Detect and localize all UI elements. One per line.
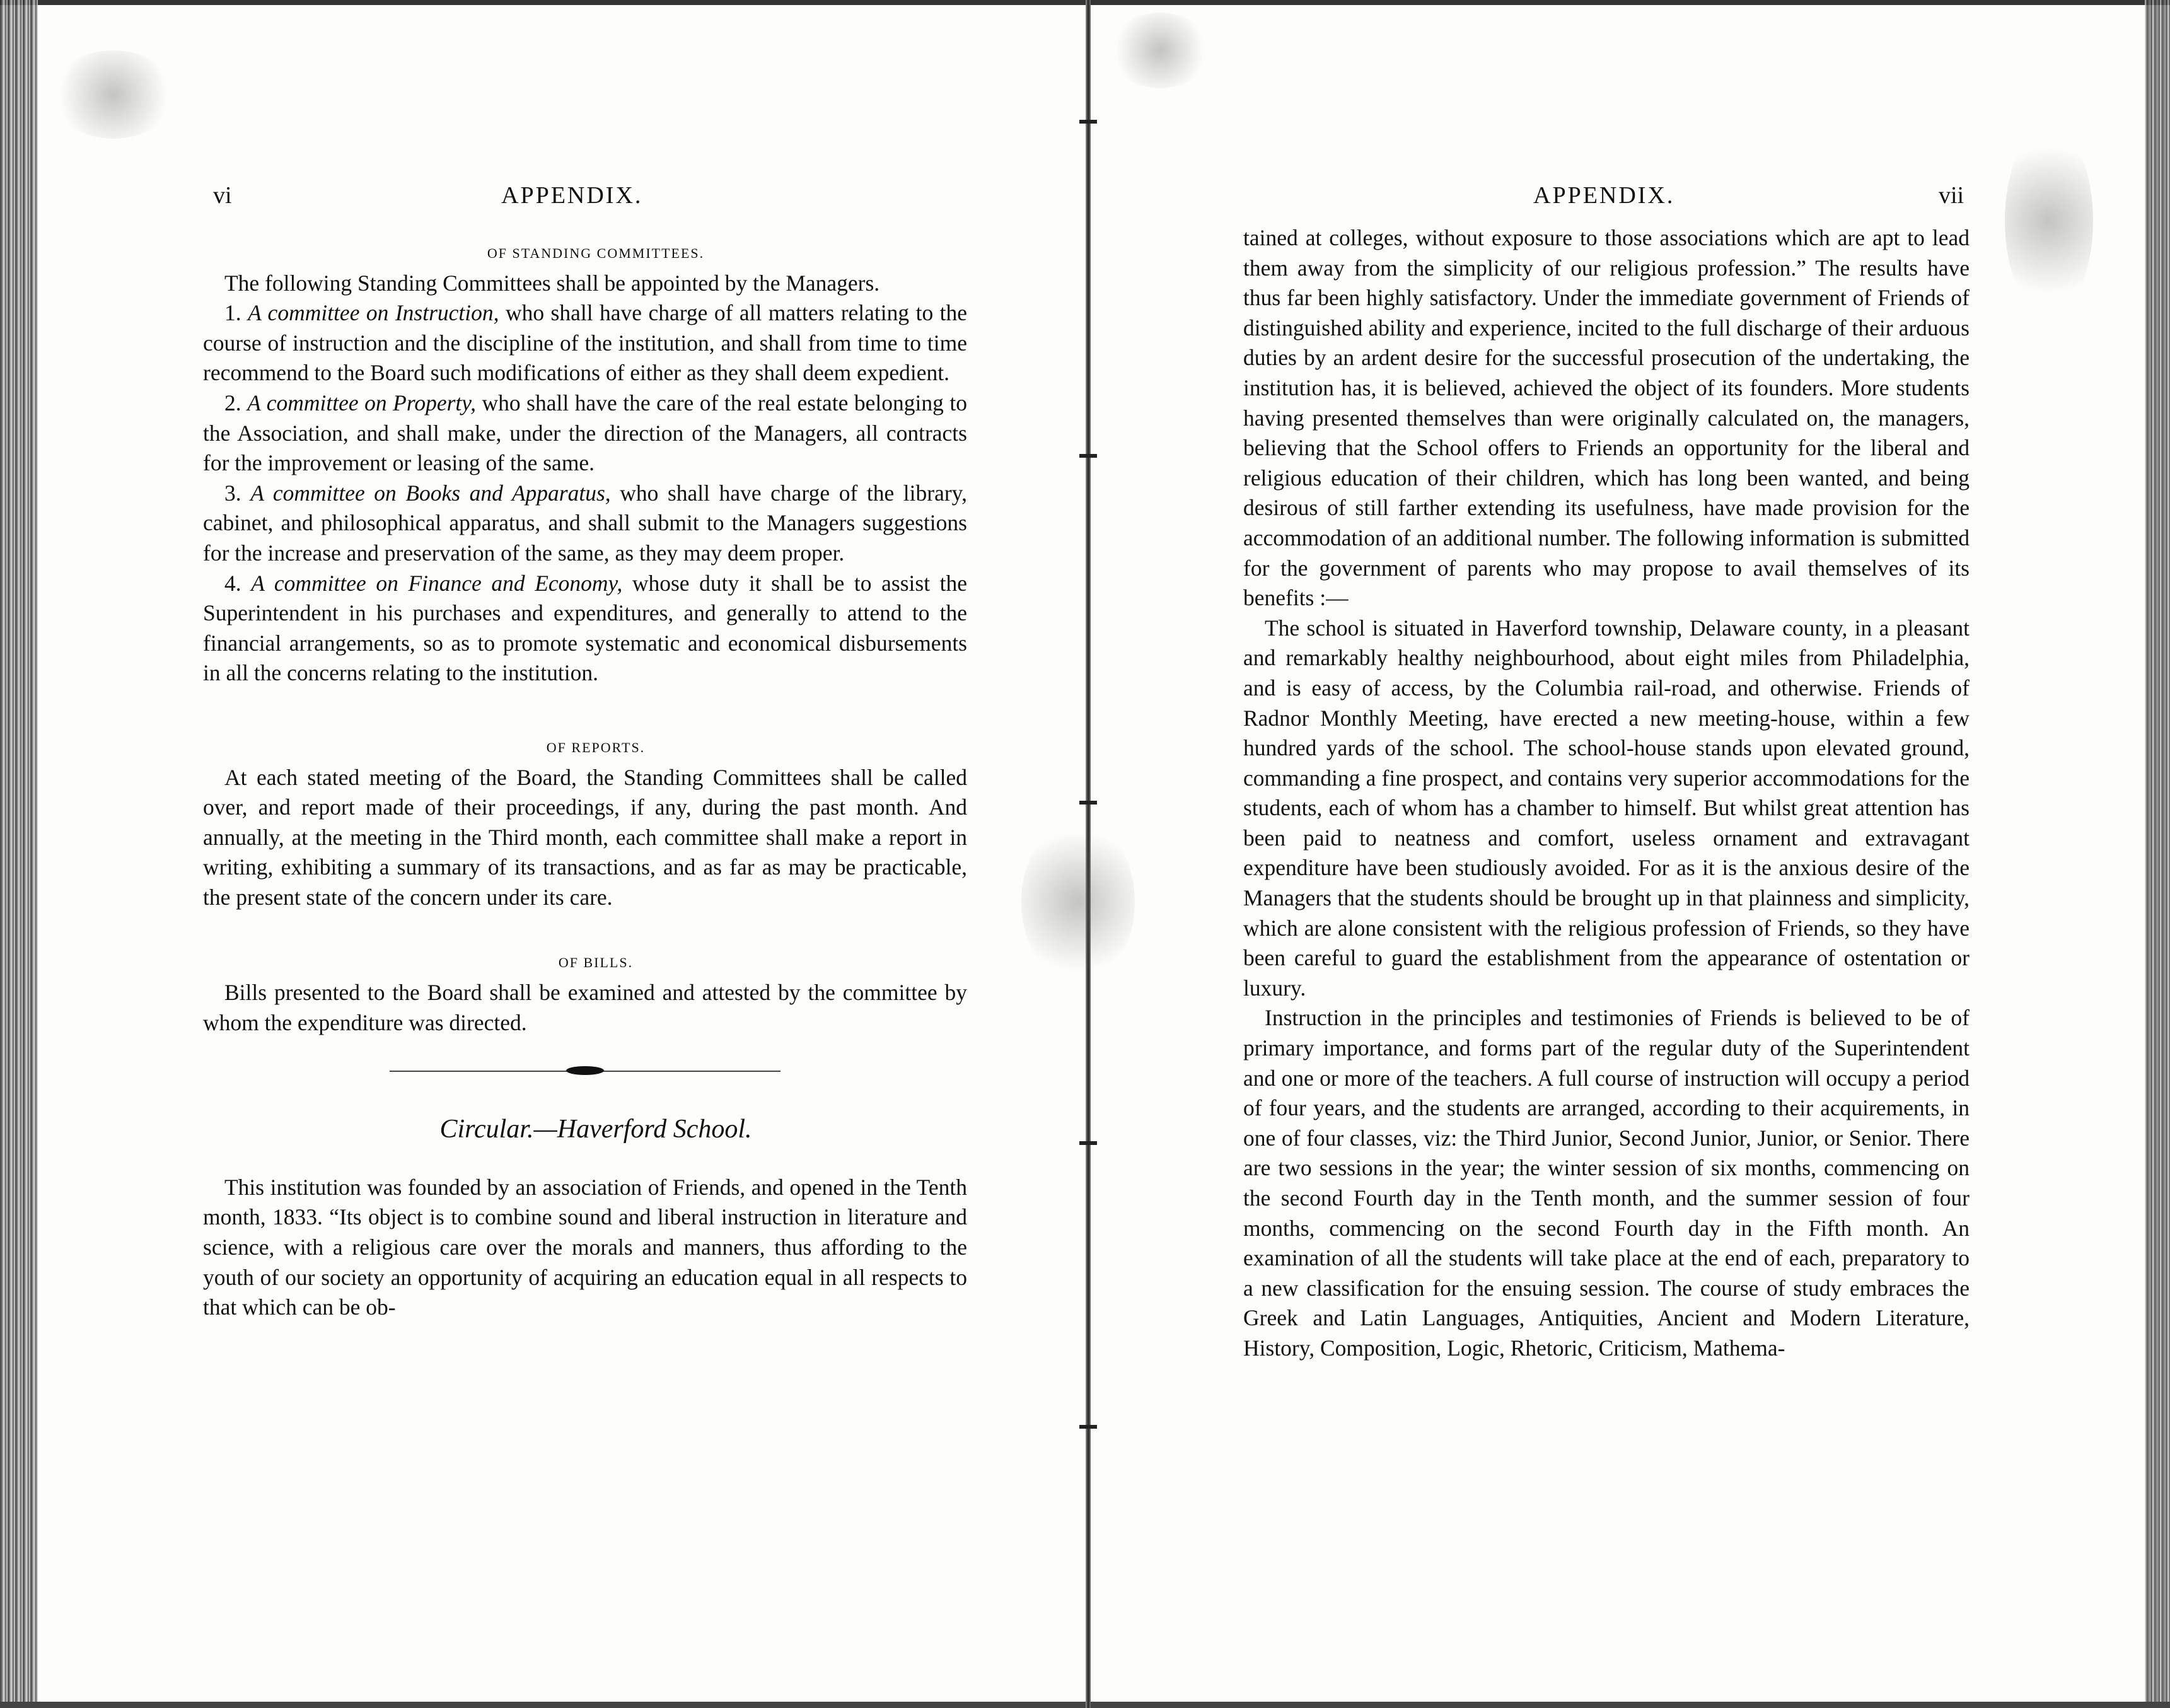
committee-title: A committee on Finance and Economy, <box>251 570 623 596</box>
circular-title: Circular.—Haverford School. <box>439 1115 752 1144</box>
committee-text: whose duty it shall be to assist the Superintendent in his purchases and expenditures, and generally to attend to the financial arrangements, so as to promote systematic and economical disbursements in all the concerns relating to the institution. <box>203 570 968 686</box>
committee-item <box>203 569 967 688</box>
reports-text: At each stated meeting of the Board, the Standing Committees shall be called over, and report made of their proceedings, if any, during the past month. And annually, at the meeting in the Third month, each committee shall make a report in writing, exhibiting a summary of its transactions, and as far as may be practicable, the present state of the concern under its care. <box>203 764 967 910</box>
committee-number: 3. <box>224 480 241 506</box>
running-head-left: APPENDIX. <box>501 182 643 209</box>
body-paragraph: The school is situated in Haverford township, Delaware county, in a pleasant and remarkably healthy neighbourhood, about eight miles from Philadelphia, and is easy of access, by the Columbia rail-road, and otherwise. Friends of Radnor Monthly Meeting, have erected a new meeting-house, within a few hundred yards of the school. The school-house stands upon elevated ground, commanding a fine prospect, and contains very superior accommodations for the students, each of whom has a chamber to himself. But whilst great attention has been paid to neatness and comfort, useless ornament and extravagant expenditure have been studiously avoided. For as it is the anxious desire of the Managers that the students should be brought up in that plainness and simplicity, which are alone consistent with the religious profession of Friends, so they have been careful to guard the establishment from the appearance of ostentation or luxury. <box>1243 615 1970 1001</box>
spacer <box>203 912 967 948</box>
spacer <box>203 1038 967 1063</box>
section-heading-standing-committees: OF STANDING COMMITTEES. <box>487 245 705 261</box>
folio-left: vi <box>213 182 232 209</box>
rule-ornament-center <box>566 1066 604 1075</box>
committee-title: A committee on Books and Apparatus, <box>250 480 611 506</box>
right-book-edge <box>2145 0 2170 1708</box>
right-page <box>1091 0 2145 1708</box>
section-heading-reports: OF REPORTS. <box>546 739 646 755</box>
spacer <box>203 688 967 733</box>
committee-title: A committee on Property, <box>247 390 476 415</box>
committee-item <box>203 298 967 388</box>
circular-text: This institution was founded by an association of Friends, and opened in the Tenth month, 1833. “Its object is to combine sound and liberal instruction in literature and science, with a religious care over the morals and manners, thus affording to the youth of our society an opportunity of acquiring an education equal in all respects to that which can be ob- <box>203 1174 967 1320</box>
committee-item <box>203 479 967 569</box>
spacer <box>203 1145 967 1173</box>
left-book-edge <box>0 0 38 1708</box>
committee-text: who shall have charge of all matters relating to the course of instruction and the discipline of the institution, and shall from time to time recommend to the Board such modifications of either as they shall deem expedient. <box>203 300 968 386</box>
committee-number: 2. <box>224 390 241 415</box>
committee-item <box>203 388 967 479</box>
running-head-right: APPENDIX. <box>1533 182 1675 209</box>
committee-number: 1. <box>224 300 241 326</box>
body-paragraph: Instruction in the principles and testimonies of Friends is believed to be of primary importance, and forms part of the regular duty of the Superintendent and one or more of the teachers. A full course of instruction will occupy a period of four years, and the students are arranged, according to their acquirements, in one of four classes, viz: the Third Junior, Second Junior, Junior, or Senior. There are two sessions in the year; the winter session of six months, commencing on the second Fourth day in the Tenth month, and the summer session of four months, commencing on the second Fourth day in the Fifth month. An examination of all the students will take place at the end of each, preparatory to a new classification for the ensuing session. The course of study embraces the Greek and Latin Languages, Antiquities, Ancient and Modern Literature, History, Composition, Logic, Rhetoric, Criticism, Mathema- <box>1243 1005 1970 1361</box>
spacer <box>203 1079 967 1115</box>
committee-text: who shall have charge of the library, cabinet, and philosophical apparatus, and shall submit to the Managers suggestions for the increase and preservation of the same, as they may deem proper. <box>203 480 967 566</box>
section-heading-bills: OF BILLS. <box>558 955 634 971</box>
left-page <box>38 0 1086 1708</box>
folio-right: vii <box>1939 182 1964 209</box>
body-paragraph: tained at colleges, without exposure to those associations which are apt to lead them away from the simplicity of our religious profession.” The results have thus far been highly satisfactory. Under the immediate government of Friends of distinguished ability and experience, incited to the full discharge of their arduous duties by an ardent desire for the successful prosecution of the undertaking, the institution has, it is believed, achieved the object of its founders. More students having presented themselves than were originally calculated on, the managers, believing that the School offers to Friends an opportunity for the liberal and religious education of their children, which has long been wanted, and being desirous of still farther extending its usefulness, have made provision for the accommodation of an additional number. The following information is submitted for the government of parents who may propose to avail themselves of its benefits :— <box>1243 225 1970 611</box>
ornamental-rule <box>390 1063 780 1079</box>
committee-number: 4. <box>224 570 241 596</box>
bills-text: Bills presented to the Board shall be examined and attested by the committee by whom the expenditure was directed. <box>203 980 967 1035</box>
committee-title: A committee on Instruction, <box>248 300 499 326</box>
standing-committees-intro: The following Standing Committees shall be appointed by the Managers. <box>224 270 880 296</box>
right-text-block <box>1243 223 1970 1364</box>
left-text-block <box>203 238 967 1323</box>
committee-text: who shall have the care of the real estate belonging to the Association, and shall make, under the direction of the Managers, all contracts for the improvement or leasing of the same. <box>203 390 967 476</box>
